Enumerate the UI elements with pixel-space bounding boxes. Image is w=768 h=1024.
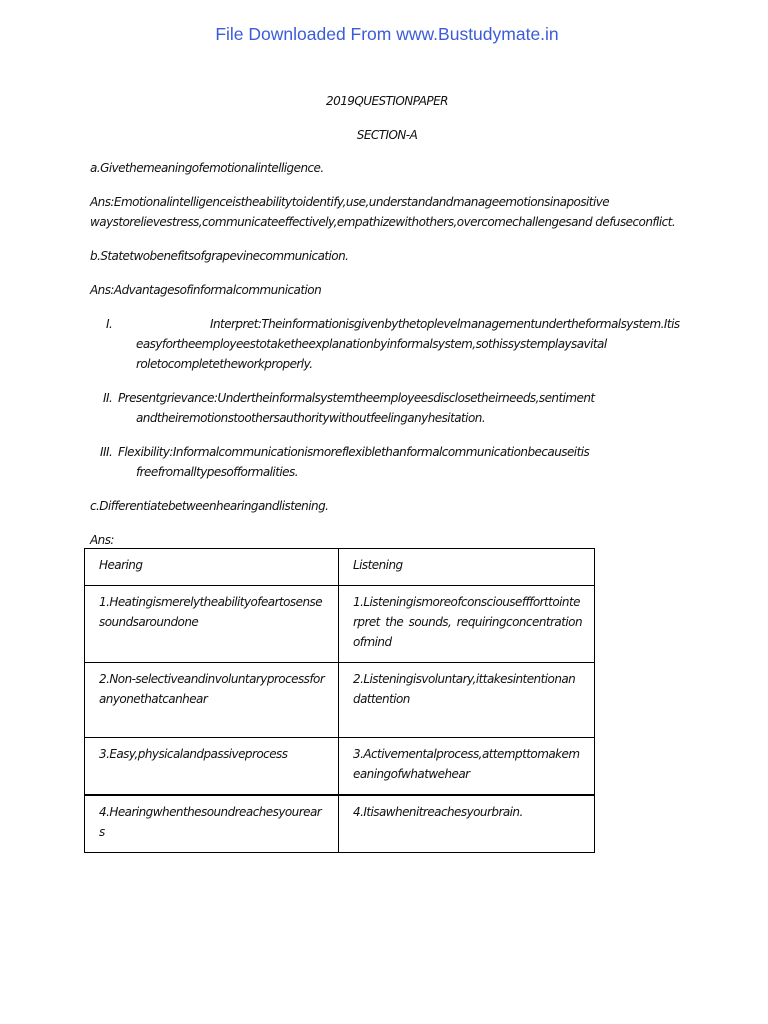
question-c: c.Differentiatebetweenhearingandlistening.: [90, 499, 329, 513]
question-a: a.Givethemeaningofemotionalintelligence.: [90, 161, 324, 175]
table-header-hearing: Hearing: [85, 549, 339, 586]
document-title: 2019QUESTIONPAPER: [326, 94, 448, 108]
point-line: Presentgrievance:Undertheinformalsystemtheemployeesdisclosetheirneeds,sentiment: [118, 391, 595, 405]
table-row: [85, 738, 595, 796]
point-line: freefromalltypesofformalities.: [136, 465, 298, 479]
answer-a-line-2: waystorelievestress,communicateeffectively,empathizewithothers,overcomechallengesand defuseconflict.: [90, 215, 676, 229]
answer-c-intro: Ans:: [90, 533, 114, 547]
download-source-banner: File Downloaded From www.Bustudymate.in: [215, 24, 559, 44]
table-cell-listening: 2.Listeningisvoluntary,ittakesintentionandattention: [339, 663, 595, 738]
table-cell-hearing: 1.Heatingismerelytheabilityofeartosensesoundsaroundone: [85, 586, 339, 663]
point-line: Interpret:Theinformationisgivenbythetoplevelmanagementundertheformalsystem.Itis: [210, 317, 680, 331]
point-line: easyfortheemployeestotaketheexplanationbyinformalsystem,sothissystemplaysavital: [136, 337, 607, 351]
question-b: b.Statetwobenefitsofgrapevinecommunication.: [90, 249, 349, 263]
point-line: Flexibility:Informalcommunicationismoreflexiblethanformalcommunicationbecauseitis: [118, 445, 590, 459]
table-cell-listening: 1.Listeningismoreofconsciouseffforttointerpret the sounds, requiringconcentrationofmind: [339, 586, 595, 663]
point-line: andtheiremotionstoothersauthoritywithoutfeelinganyhesitation.: [136, 411, 486, 425]
answer-b-intro: Ans:Advantagesofinformalcommunication: [90, 283, 322, 297]
point-numeral: I.: [106, 317, 113, 331]
point-numeral: III.: [100, 445, 113, 459]
table-row: [85, 663, 595, 738]
table-header-row: [85, 549, 595, 586]
table-cell-hearing: 3.Easy,physicalandpassiveprocess: [85, 738, 339, 796]
table-header-listening: Listening: [339, 549, 595, 586]
table-cell-listening: 3.Activementalprocess,attempttomakemeaningofwhatwehear: [339, 738, 595, 796]
table-cell-listening: 4.Itisawhenitreachesyourbrain.: [339, 795, 595, 853]
table-row: [85, 795, 595, 853]
point-line: roletocompletetheworkproperly.: [136, 357, 313, 371]
table-cell-hearing: 2.Non-selectiveandinvoluntaryprocessforanyonethatcanhear: [85, 663, 339, 738]
table-row: [85, 586, 595, 663]
hearing-vs-listening-table: [84, 548, 595, 853]
section-heading: SECTION-A: [356, 128, 418, 142]
point-numeral: II.: [103, 391, 113, 405]
answer-a-line-1: Ans:Emotionalintelligenceistheabilitytoidentify,use,understandandmanageemotionsinapositive: [90, 195, 610, 209]
table-cell-hearing: 4.Hearingwhenthesoundreachesyourears: [85, 795, 339, 853]
